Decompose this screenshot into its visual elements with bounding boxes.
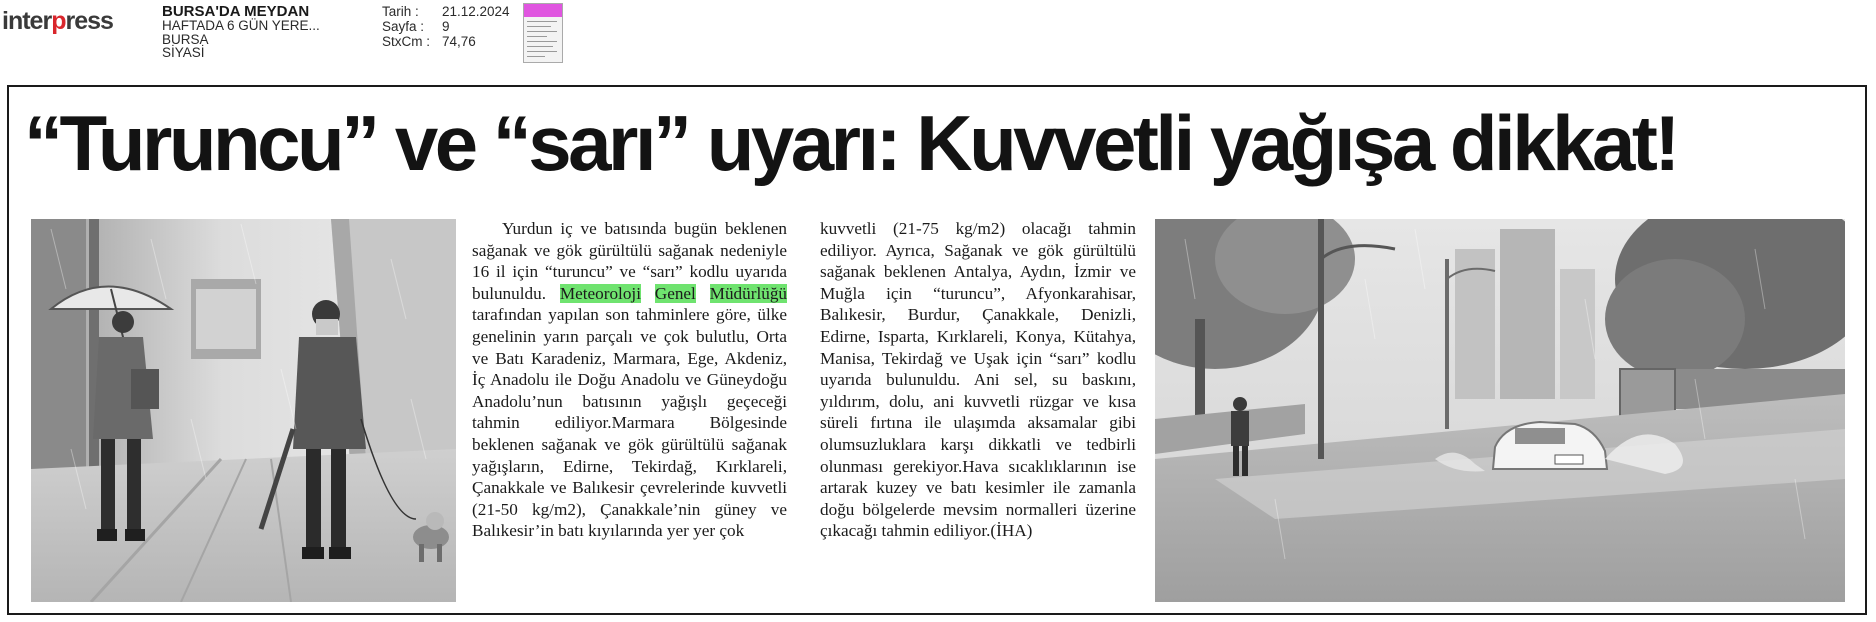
clipping-meta: [382, 4, 522, 49]
photo-flooded-street-car: [1155, 219, 1845, 602]
page-thumbnail[interactable]: [523, 3, 563, 63]
thumbnail-line: [527, 46, 553, 47]
photo-pedestrians-in-rain: [31, 219, 456, 602]
thumbnail-highlight: [524, 4, 562, 17]
meta-value: 9: [442, 19, 450, 34]
logo-text: interpress: [2, 7, 113, 35]
article-paragraph: [472, 218, 787, 542]
meta-label: Tarih :: [382, 4, 419, 19]
article-paragraph: kuvvetli (21-75 kg/m2) olacağı tahmin ediliyor. Ayrıca, Sağanak ve gök gürültülü sağanak beklenen Antalya, Aydın, İzmir ve Muğla için “turuncu”, Afyonkarahisar, Balıkesir, Burdur, Çanakkale, Denizli, Edirne, Isparta, Kırklareli, Konya, Kütahya, Manisa, Tekirdağ ve Uşak için “sarı” kodlu uyarıda bulunuldu. Ani sel, su baskını, yıldırım, dolu, ani kuvvetli rüzgar ve kısa süreli fırtına ile ulaşımda aksamalar gibi olumsuzluklara karşı dikkatli ve tedbirli olunması gerekiyor.Hava sıcaklıklarının ise artarak kuzey ve batı kesimler ile zamanla doğu bölgelerde mevsim normalleri üzerine çıkacağı tahmin ediliyor.(İHA): [820, 219, 1136, 541]
meta-label: StxCm :: [382, 34, 431, 49]
thumbnail-line: [527, 56, 545, 57]
thumbnail-line: [527, 21, 557, 22]
thumbnail-line: [527, 51, 557, 52]
highlighted-keyword: Müdürlüğü: [709, 283, 787, 303]
publication-category: SİYASİ: [162, 45, 205, 61]
thumbnail-line: [527, 36, 547, 37]
meta-value: 74,76: [442, 34, 476, 49]
thumbnail-line: [527, 31, 557, 32]
publication-city: BURSA: [162, 31, 209, 47]
highlighted-keyword: Meteoroloji: [559, 283, 641, 303]
thumbnail-line: [527, 41, 557, 42]
meta-value: 21.12.2024: [442, 4, 510, 19]
meta-row-stxcm: [382, 34, 522, 49]
publication-name: BURSA'DA MEYDAN: [162, 3, 310, 20]
interpress-logo: [2, 6, 113, 36]
text-run: Yurdun iç ve batısında bugün beklenen sağanak ve gök gürültülü sağanak nedeniyle 16 il için “turuncu” ve “sarı” kodlu uyarıda bulunuldu.: [472, 219, 787, 303]
highlighted-keyword: Genel: [654, 283, 696, 303]
article-column-2: [820, 218, 1136, 542]
meta-label: Sayfa :: [382, 19, 425, 34]
publication-frequency: HAFTADA 6 GÜN YERE...: [162, 17, 320, 33]
thumbnail-line: [527, 26, 551, 27]
article-headline: “Turuncu” ve “sarı” uyarı: Kuvvetli yağışa dikkat!: [24, 99, 1677, 187]
text-run: tarafından yapılan son tahminlere göre, ülke genelinin yarın parçalı ve çok bulutlu, Orta ve Batı Karadeniz, Marmara, Ege, Akdeniz, İç Anadolu ile Doğu Anadolu ve Güneydoğu Anadolu’nun batısının yağışlı geçeceği tahmin ediliyor.Marmara Bölgesinde beklenen sağanak ve gök gürültülü sağanak yağışların, Edirne, Tekirdağ, Kırklareli, Çanakkale ve Balıkesir çevrelerinde kuvvetli (21-50 kg/m2), Çanakkale’nin güney ve Balıkesir’in batı kıyılarında yer yer çok: [472, 305, 787, 541]
meta-row-date: [382, 4, 522, 19]
article-column-1: [472, 218, 787, 542]
meta-row-page: [382, 19, 522, 34]
publication-info: [162, 5, 320, 60]
